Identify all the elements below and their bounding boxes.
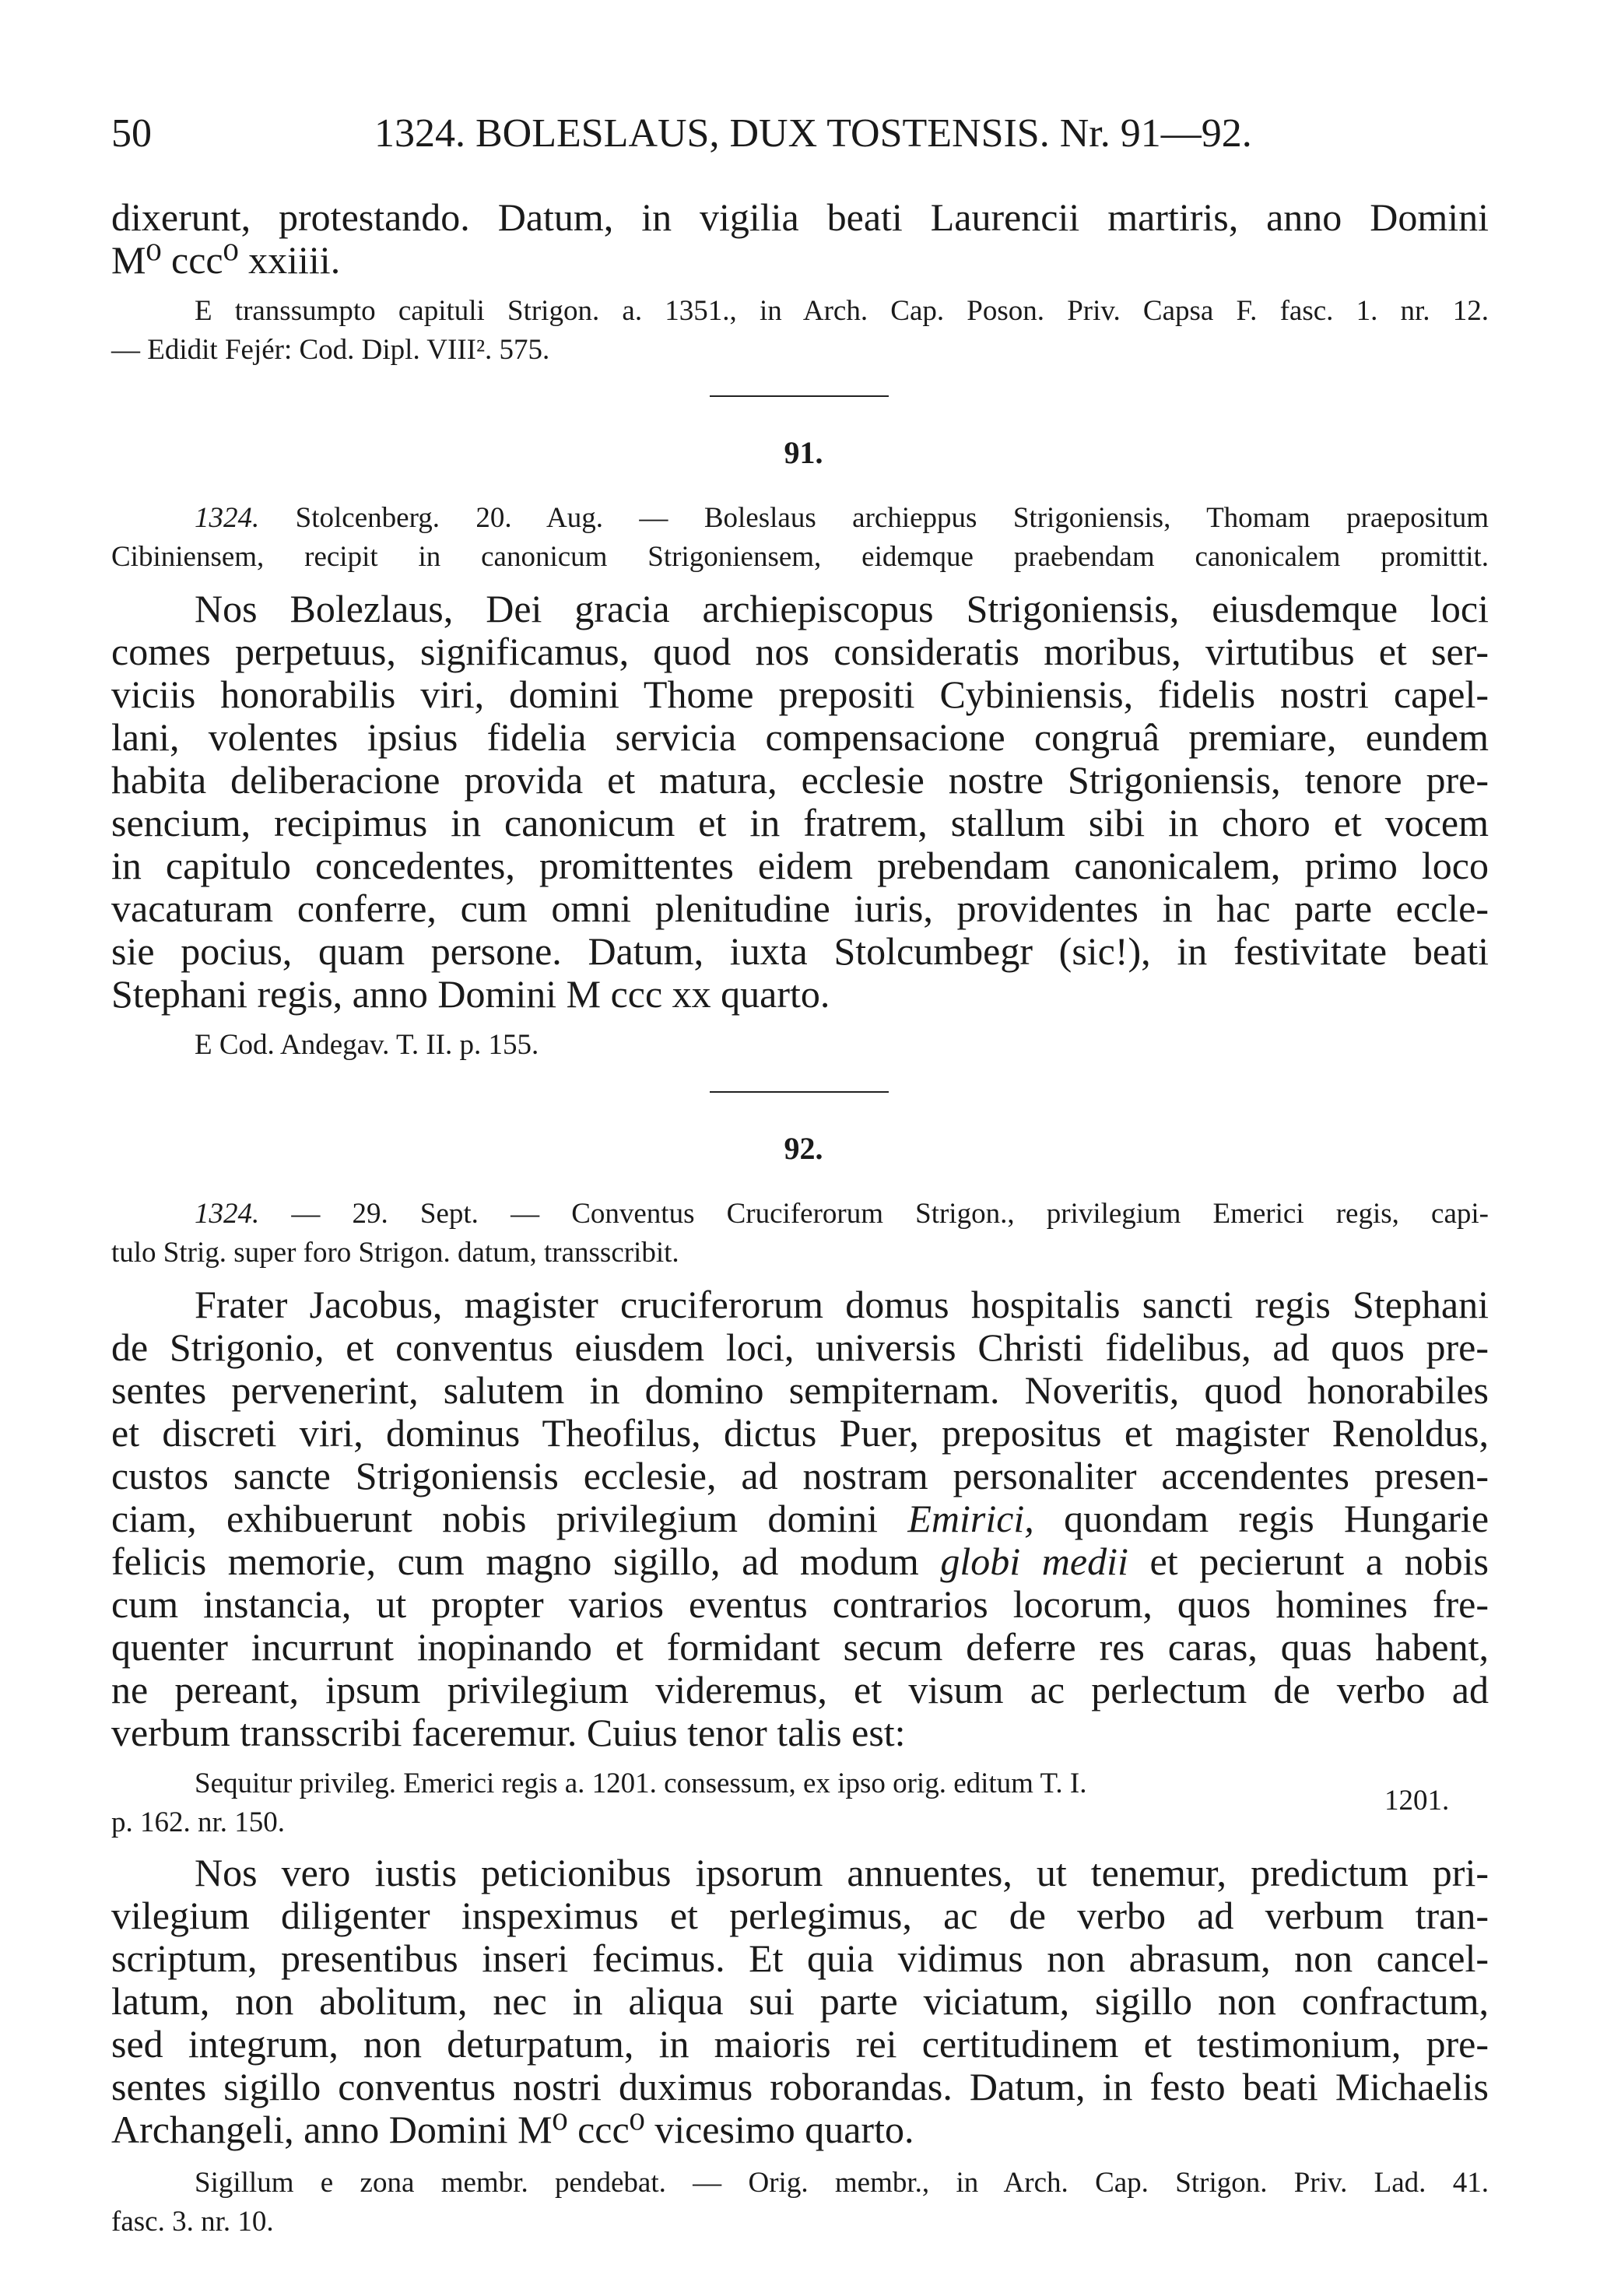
insert-note: Sequitur privileg. Emerici regis a. 1201. consessum, ex ipso orig. editum T. I. — [195, 1768, 1087, 1799]
doc-body-line: Frater Jacobus, magister cruciferorum domus hospitalis sancti regis Stephani — [195, 1283, 1489, 1326]
doc-body-line: ne pereant, ipsum privilegium videremus, et visum ac perlectum de verbo ad — [111, 1668, 1489, 1711]
prev-doc-source: E transsumpto capituli Strigon. a. 1351., in Arch. Cap. Poson. Priv. Capsa F. fasc. 1. nr. 12. — [195, 295, 1489, 327]
doc-source: Sigillum e zona membr. pendebat. — Orig. membr., in Arch. Cap. Strigon. Priv. Lad. 41. — [195, 2167, 1489, 2199]
doc-body-line: Stephani regis, anno Domini M ccc xx quarto. — [111, 972, 830, 1016]
prev-doc-line: M⁰ ccc⁰ xxiiii. — [111, 238, 341, 282]
document-number: 92. — [784, 1131, 823, 1166]
section-divider — [710, 395, 889, 397]
doc-body-line: sie pocius, quam persone. Datum, iuxta Stolcumbegr (sic!), in festivitate beati — [111, 929, 1489, 973]
doc-body-line: felicis memorie, cum magno sigillo, ad modum globi medii et pecierunt a nobis — [111, 1539, 1489, 1583]
doc-summary: tulo Strig. super foro Strigon. datum, transscribit. — [111, 1237, 679, 1269]
doc-source: E Cod. Andegav. T. II. p. 155. — [195, 1029, 539, 1061]
margin-year: 1201. — [1384, 1785, 1450, 1817]
doc-body-line: viciis honorabilis viri, domini Thome prepositi Cybiniensis, fidelis nostri capel- — [111, 672, 1489, 716]
doc-body-line: ciam, exhibuerunt nobis privilegium domini Emirici, quondam regis Hungarie — [111, 1497, 1489, 1540]
doc-body-line: latum, non abolitum, nec in aliqua sui parte viciatum, sigillo non confractum, — [111, 1979, 1489, 2023]
doc-body-line: custos sancte Strigoniensis ecclesie, ad nostram personaliter accendentes presen- — [111, 1454, 1489, 1497]
doc-body-line: sed integrum, non deturpatum, in maioris rei certitudinem et testimonium, pre- — [111, 2022, 1489, 2066]
doc-body-line: Nos vero iustis peticionibus ipsorum annuentes, ut tenemur, predictum pri- — [195, 1851, 1489, 1894]
section-divider — [710, 1091, 889, 1093]
doc-body-line: vacaturam conferre, cum omni plenitudine iuris, providentes in hac parte eccle- — [111, 886, 1489, 930]
doc-body-line: scriptum, presentibus inseri fecimus. Et quia vidimus non abrasum, non cancel- — [111, 1936, 1489, 1980]
doc-body-line: de Strigonio, et conventus eiusdem loci, universis Christi fidelibus, ad quos pre- — [111, 1325, 1489, 1369]
doc-summary: 1324. — 29. Sept. — Conventus Cruciferorum Strigon., privilegium Emerici regis, capi- — [195, 1198, 1489, 1230]
doc-body-line: sentes pervenerint, salutem in domino sempiternam. Noveritis, quod honorabiles — [111, 1368, 1489, 1412]
doc-source: fasc. 3. nr. 10. — [111, 2206, 274, 2238]
doc-body-line: cum instancia, ut propter varios eventus contrarios locorum, quos homines fre- — [111, 1582, 1489, 1626]
prev-doc-line: dixerunt, protestando. Datum, in vigilia beati Laurencii martiris, anno Domini — [111, 195, 1489, 239]
prev-doc-source: — Edidit Fejér: Cod. Dipl. VIII². 575. — [111, 334, 550, 366]
doc-body-line: habita deliberacione provida et matura, ecclesie nostre Strigoniensis, tenore pre- — [111, 758, 1489, 802]
running-title: 1324. BOLESLAUS, DUX TOSTENSIS. Nr. 91—92. — [374, 111, 1252, 156]
doc-body-line: sentes sigillo conventus nostri duximus roborandas. Datum, in festo beati Michaelis — [111, 2065, 1489, 2108]
doc-summary: 1324. Stolcenberg. 20. Aug. — Boleslaus archieppus Strigoniensis, Thomam praepositum — [195, 502, 1489, 534]
doc-body-line: quenter incurrunt inopinando et formidant secum deferre res caras, quas habent, — [111, 1625, 1489, 1669]
doc-summary: Cibiniensem, recipit in canonicum Strigoniensem, eidemque praebendam canonicalem promittit. — [111, 541, 1489, 573]
doc-body-line: sencium, recipimus in canonicum et in fratrem, stallum sibi in choro et vocem — [111, 801, 1489, 844]
doc-body-line: Archangeli, anno Domini M⁰ ccc⁰ vicesimo quarto. — [111, 2108, 914, 2151]
doc-body-line: comes perpetuus, significamus, quod nos consideratis moribus, virtutibus et ser- — [111, 630, 1489, 673]
insert-note: p. 162. nr. 150. — [111, 1806, 286, 1838]
doc-body-line: in capitulo concedentes, promittentes eidem prebendam canonicalem, primo loco — [111, 844, 1489, 887]
doc-body-line: Nos Bolezlaus, Dei gracia archiepiscopus Strigoniensis, eiusdemque loci — [195, 587, 1489, 630]
document-number: 91. — [784, 435, 823, 470]
page-number: 50 — [111, 111, 152, 156]
doc-body-line: verbum transscribi faceremur. Cuius tenor talis est: — [111, 1711, 906, 1754]
doc-body-line: et discreti viri, dominus Theofilus, dictus Puer, prepositus et magister Renoldus, — [111, 1411, 1489, 1455]
doc-body-line: lani, volentes ipsius fidelia servicia compensacione congruâ premiare, eundem — [111, 715, 1489, 759]
doc-body-line: vilegium diligenter inspeximus et perlegimus, ac de verbo ad verbum tran- — [111, 1894, 1489, 1937]
